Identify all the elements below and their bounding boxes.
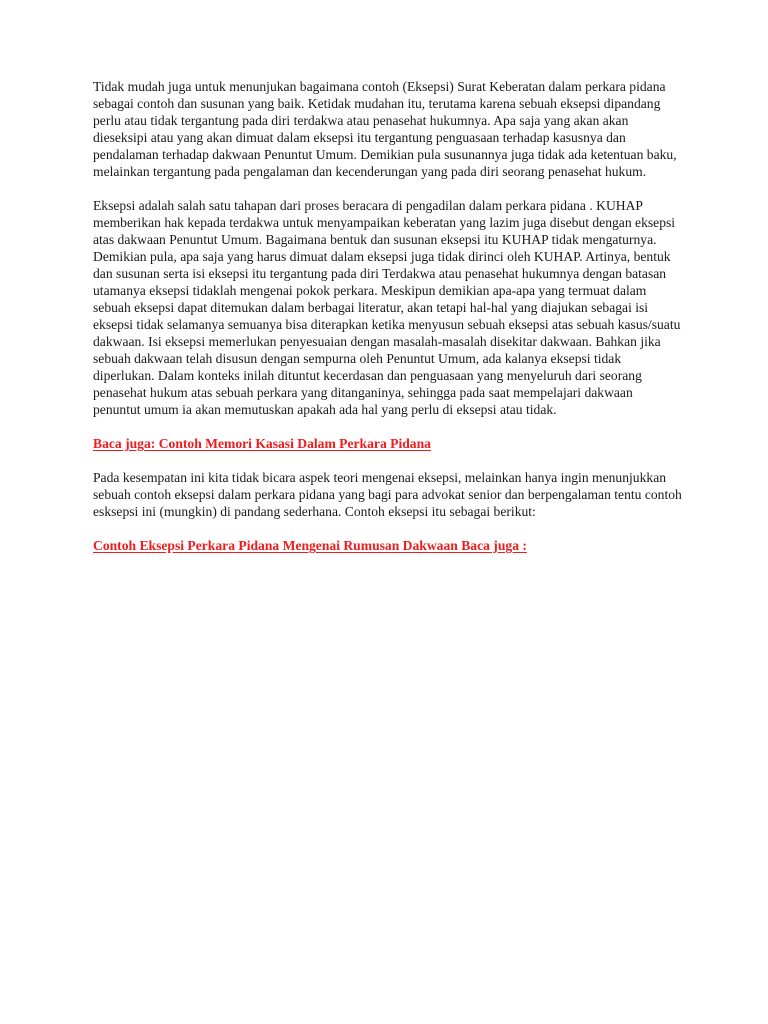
document-body [93,78,683,571]
link-block-baca-juga [93,435,683,452]
link-block-contoh-eksepsi [93,537,683,554]
contoh-eksepsi-link[interactable]: Contoh Eksepsi Perkara Pidana Mengenai Rumusan Dakwaan Baca juga : [93,538,527,553]
paragraph-eksepsi-definition: Eksepsi adalah salah satu tahapan dari proses beracara di pengadilan dalam perkara pidana . KUHAP memberikan hak kepada terdakwa untuk menyampaikan keberatan yang lazim juga disebut dengan eksepsi atas dakwaan Penuntut Umum. Bagaimana bentuk dan susunan eksepsi itu KUHAP tidak mengaturnya. Demikian pula, apa saja yang harus dimuat dalam eksepsi juga tidak dirinci oleh KUHAP. Artinya, bentuk dan susunan serta isi eksepsi itu tergantung pada diri Terdakwa atau penasehat hukumnya dengan batasan utamanya eksepsi tidaklah mengenai pokok perkara. Meskipun demikian apa-apa yang termuat dalam sebuah eksepsi dapat ditemukan dalam berbagai literatur, akan tetapi hal-hal yang diajukan sebagai isi eksepsi tidak selamanya semuanya bisa diterapkan ketika menyusun sebuah eksepsi atas sebuah kasus/suatu dakwaan. Isi eksepsi memerlukan penyesuaian dengan masalah-masalah disekitar dakwaan. Bahkan jika sebuah dakwaan telah disusun dengan sempurna oleh Penuntut Umum, ada kalanya eksepsi tidak diperlukan. Dalam konteks inilah dituntut kecerdasan dan penguasaan yang menyeluruh dari seorang penasehat hukum atas sebuah perkara yang ditanganinya, sehingga pada saat mempelajari dakwaan penuntut umum ia akan memutuskan apakah ada hal yang perlu di eksepsi atau tidak. [93,198,681,417]
paragraph-contoh-intro: Pada kesempatan ini kita tidak bicara aspek teori mengenai eksepsi, melainkan hanya ingin menunjukkan sebuah contoh eksepsi dalam perkara pidana yang bagi para advokat senior dan berpengalaman tentu contoh esksepsi ini (mungkin) di pandang sederhana. Contoh eksepsi itu sebagai berikut: [93,470,682,519]
baca-juga-link[interactable]: Baca juga: Contoh Memori Kasasi Dalam Perkara Pidana [93,436,431,451]
paragraph-intro: Tidak mudah juga untuk menunjukan bagaimana contoh (Eksepsi) Surat Keberatan dalam perkara pidana sebagai contoh dan susunan yang baik. Ketidak mudahan itu, terutama karena sebuah eksepsi dipandang perlu atau tidak tergantung pada diri terdakwa atau penasehat hukumnya. Apa saja yang akan akan dieseksipi atau yang akan dimuat dalam eksepsi itu tergantung penguasaan terhadap kasusnya dan pendalaman terhadap dakwaan Penuntut Umum. Demikian pula susunannya juga tidak ada ketentuan baku, melainkan tergantung pada pengalaman dan kecenderungan yang pada diri seorang penasehat hukum. [93,79,677,179]
